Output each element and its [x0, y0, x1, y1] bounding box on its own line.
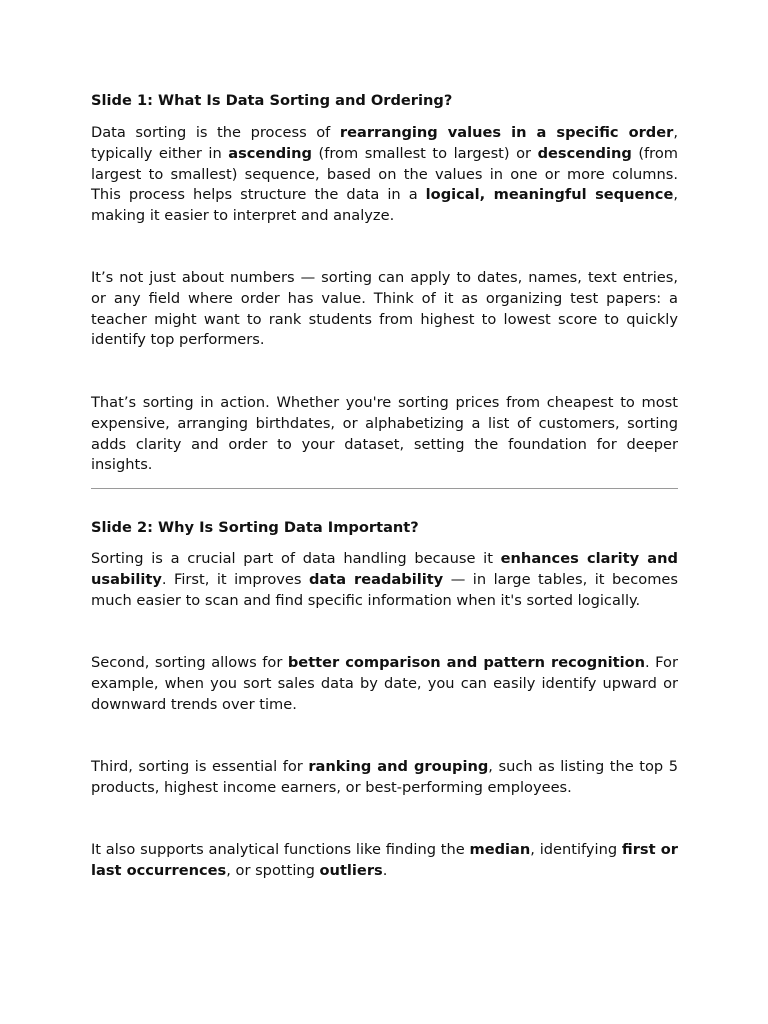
text-run: It’s not just about numbers — sorting can apply to dates, names, text entries, or any field where order has value. Think of it as organizing test papers: a teacher might want to rank students from highest to lowest score to quickly identify top performers. [91, 269, 678, 349]
text-run: It also supports analytical functions like finding the [91, 841, 470, 858]
slide-2-paragraph-2-block [91, 653, 678, 715]
section-divider [91, 488, 678, 489]
text-run: Sorting is a crucial part of data handling because it [91, 550, 501, 567]
bold-text-run: first or last occurrences [91, 841, 679, 879]
text-run: (from largest to smallest) sequence, based on the values in one or more columns. This process helps structure the data in a [91, 144, 679, 204]
slide-1-heading: Slide 1: What Is Data Sorting and Ordering? [91, 92, 453, 109]
text-run: . First, it improves [161, 570, 309, 588]
bold-text-run: descending [537, 144, 632, 162]
slide-1-heading-block [91, 91, 678, 112]
text-run: (from smallest to largest) or [312, 144, 538, 162]
bold-text-run: outliers [319, 861, 383, 879]
bold-text-run: rearranging values in a specific order [339, 124, 674, 141]
text-run: Data sorting is the process of [91, 124, 340, 141]
text-run: , or spotting [226, 861, 320, 879]
text-run: Second, sorting allows for [91, 654, 288, 671]
text-run: , such as listing the top 5 products, highest income earners, or best-performing employees. [91, 758, 679, 796]
text-run: . For example, when you sort sales data by date, you can easily identify upward or downward trends over time. [91, 654, 678, 713]
slide-2-heading-block [91, 518, 678, 539]
bold-text-run: ranking and grouping [308, 758, 489, 775]
slide-2-heading: Slide 2: Why Is Sorting Data Important? [91, 519, 419, 536]
slide-2-paragraph-1-block [91, 549, 678, 611]
text-run: , typically either in [91, 124, 678, 162]
slide-2-paragraph-3 [91, 757, 678, 799]
text-run: , making it easier to interpret and analyze. [91, 186, 678, 225]
bold-text-run: enhances clarity and usability [91, 550, 678, 588]
slide-1-paragraph-2 [91, 268, 678, 351]
text-run: , identifying [530, 841, 622, 858]
bold-text-run: better comparison and pattern recognition [287, 654, 646, 671]
bold-text-run: median [469, 841, 531, 858]
bold-text-run: logical, meaningful sequence [425, 186, 674, 204]
text-run: . [382, 861, 388, 879]
slide-1-paragraph-1 [91, 123, 678, 227]
slide-2-paragraph-1 [91, 549, 678, 611]
slide-1-paragraph-2-block [91, 268, 678, 351]
bold-text-run: ascending [228, 144, 313, 162]
text-run: Third, sorting is essential for [91, 758, 309, 775]
slide-2-paragraph-3-block [91, 757, 678, 799]
slide-1-paragraph-3 [91, 393, 678, 476]
slide-2-paragraph-4 [91, 840, 678, 882]
text-run: That’s sorting in action. Whether you're sorting prices from cheapest to most expensive, arranging birthdates, or alphabetizing a list of customers, sorting adds clarity and order to your dataset, setting the foundation for deeper insights. [91, 394, 678, 474]
slide-1-paragraph-3-block [91, 393, 678, 476]
text-run: — in large tables, it becomes much easier to scan and find specific information when it's sorted logically. [91, 570, 678, 609]
slide-1-paragraph-1-block [91, 123, 678, 227]
slide-2-paragraph-2 [91, 653, 678, 715]
bold-text-run: data readability [308, 570, 444, 588]
slide-2-paragraph-4-block [91, 840, 678, 882]
